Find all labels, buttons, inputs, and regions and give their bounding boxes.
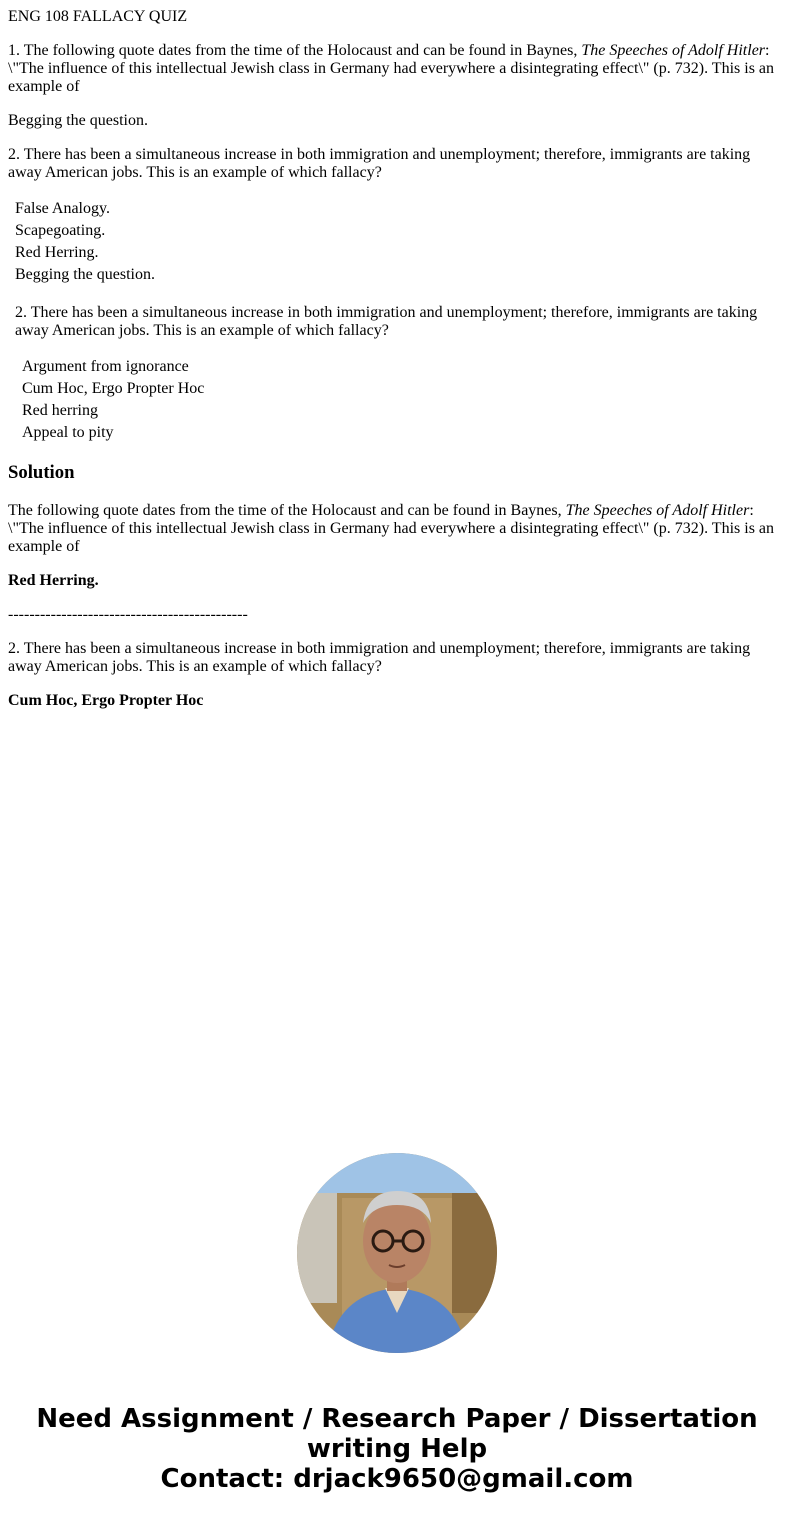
option-item: Argument from ignorance xyxy=(22,358,189,375)
question-1-prefix: 1. The following quote dates from the time of the Holocaust and can be found in Baynes, xyxy=(8,42,582,59)
solution-question-1-suffix: : \"The influence of this intellectual Jewish class in Germany had everywhere a disintegrating effect\" (p. 732). This is an example of xyxy=(8,502,775,555)
solution-heading: Solution xyxy=(8,462,75,483)
solution-answer-1: Red Herring. xyxy=(8,572,99,589)
promo-line-2: writing Help xyxy=(306,1434,488,1464)
option-item: Scapegoating. xyxy=(15,222,106,239)
document-body xyxy=(8,8,786,710)
promo-contact: Contact: drjack9650@gmail.com xyxy=(160,1464,634,1494)
quiz-title: ENG 108 FALLACY QUIZ xyxy=(8,8,188,25)
avatar xyxy=(297,1153,497,1353)
promo-banner xyxy=(0,1404,794,1494)
option-list-2 xyxy=(22,358,786,446)
option-item: Red herring xyxy=(22,402,98,419)
question-2: 2. There has been a simultaneous increase in both immigration and unemployment; therefore, immigrants are taking away American jobs. This is an example of which fallacy? xyxy=(8,146,751,181)
question-1-suffix: : \"The influence of this intellectual Jewish class in Germany had everywhere a disintegrating effect\" (p. 732). This is an example of xyxy=(8,42,775,95)
question-1 xyxy=(8,42,786,96)
question-1-book-title: The Speeches of Adolf Hitler xyxy=(581,42,766,59)
divider-line: --------------------------------------------- xyxy=(8,606,248,623)
question-1-shown-answer: Begging the question. xyxy=(8,112,148,129)
solution-question-1 xyxy=(8,502,786,556)
option-item: Red Herring. xyxy=(15,244,99,261)
option-item: Begging the question. xyxy=(15,266,155,283)
option-item: Appeal to pity xyxy=(22,424,114,441)
solution-question-2: 2. There has been a simultaneous increase in both immigration and unemployment; therefore, immigrants are taking away American jobs. This is an example of which fallacy? xyxy=(8,640,751,675)
tutor-portrait-image xyxy=(297,1153,497,1353)
option-list-1 xyxy=(15,200,786,288)
option-item: False Analogy. xyxy=(15,200,110,217)
solution-question-1-book-title: The Speeches of Adolf Hitler xyxy=(565,502,750,519)
solution-answer-2: Cum Hoc, Ergo Propter Hoc xyxy=(8,692,204,709)
question-2-repeat: 2. There has been a simultaneous increase in both immigration and unemployment; therefore, immigrants are taking away American jobs. This is an example of which fallacy? xyxy=(15,304,758,339)
option-item: Cum Hoc, Ergo Propter Hoc xyxy=(22,380,205,397)
solution-question-1-prefix: The following quote dates from the time of the Holocaust and can be found in Baynes, xyxy=(8,502,566,519)
promo-line-1: Need Assignment / Research Paper / Dissertation xyxy=(36,1404,758,1434)
